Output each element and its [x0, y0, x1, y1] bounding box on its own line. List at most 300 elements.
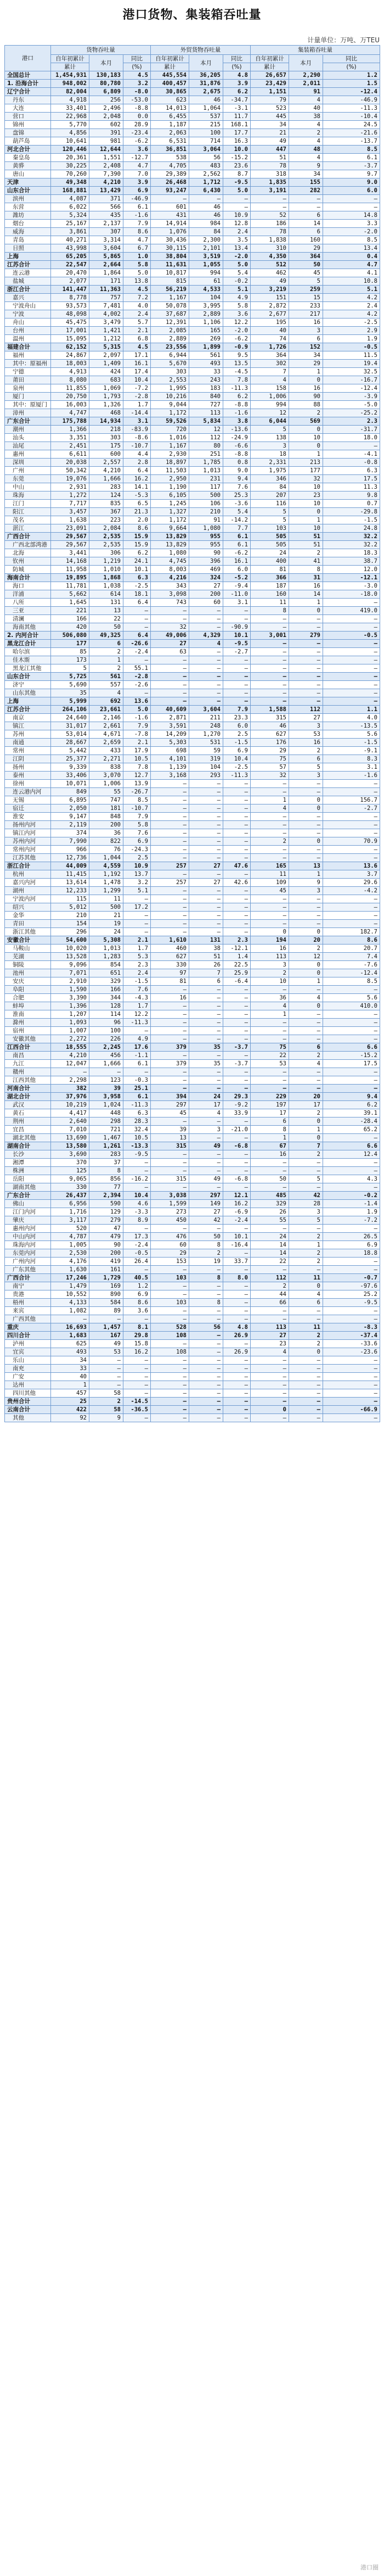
subheader-yoy: 同比 [223, 55, 251, 63]
port-name-cell: 湖南合计 [5, 1142, 51, 1150]
value-cell-yoy: 4.9 [123, 1035, 151, 1043]
value-cell-ytd: 2,910 [51, 977, 89, 986]
value-cell-ct-yoy: -23.6 [323, 1348, 380, 1356]
value-cell-ft-yoy: — [223, 928, 251, 936]
value-cell-ft-ytd: 11,503 [151, 467, 189, 475]
value-cell-month: 256 [89, 96, 123, 104]
table-row [5, 1142, 380, 1150]
table-row [5, 318, 380, 327]
table-row [5, 854, 380, 862]
value-cell-ft-yoy: — [223, 1117, 251, 1126]
value-cell-yoy: 5.0 [123, 706, 151, 714]
value-cell-ct-ytd: — [251, 920, 289, 928]
port-name-cell: 肇庆 [5, 1216, 51, 1225]
value-cell-ct-yoy: 13.6 [323, 862, 380, 870]
value-cell-ft-yoy: 0.8 [223, 459, 251, 467]
value-cell-ft-yoy: — [223, 697, 251, 706]
value-cell-ct-yoy: — [323, 681, 380, 689]
value-cell-ct-ytd: 112 [251, 1274, 289, 1282]
value-cell-ft-yoy: 10.1 [223, 1233, 251, 1241]
value-cell-ft-ytd: — [151, 656, 189, 664]
value-cell-ct-ytd: 1 [251, 796, 289, 804]
value-cell-yoy: -1.6 [123, 714, 151, 722]
value-cell-ytd: 40,271 [51, 236, 89, 244]
port-name-cell: 浙江合计 [5, 862, 51, 870]
value-cell-ct-yoy: -46.9 [323, 96, 380, 104]
value-cell-ct-month: — [289, 656, 323, 664]
value-cell-yoy: -26.7 [123, 788, 151, 796]
value-cell-ft-ytd: 1,172 [151, 516, 189, 524]
value-cell-ct-yoy: 0.4 [323, 253, 380, 261]
value-cell-month: 55 [89, 788, 123, 796]
value-cell-ft-yoy: -2.0 [223, 327, 251, 335]
value-cell-ft-yoy: -9.5 [223, 640, 251, 648]
value-cell-ft-month: — [189, 689, 223, 697]
value-cell-ft-yoy: 4.9 [223, 294, 251, 302]
value-cell-ft-yoy: — [223, 1225, 251, 1233]
table-row [5, 228, 380, 236]
table-row [5, 236, 380, 244]
value-cell-ft-month: — [189, 1167, 223, 1175]
value-cell-yoy: -2.6 [123, 681, 151, 689]
table-row [5, 796, 380, 804]
value-cell-ft-yoy: 6.1 [223, 541, 251, 549]
value-cell-ct-yoy: -21.6 [323, 129, 380, 137]
value-cell-month: 3,479 [89, 318, 123, 327]
value-cell-ct-ytd: 67 [251, 1142, 289, 1150]
value-cell-ft-ytd: 3,168 [151, 772, 189, 780]
port-name-cell: 广东合计 [5, 417, 51, 426]
value-cell-ytd: 330 [51, 1183, 89, 1192]
value-cell-ytd: 33,406 [51, 772, 89, 780]
value-cell-yoy: — [123, 920, 151, 928]
port-name-cell: 江苏合计 [5, 261, 51, 269]
value-cell-ytd: 1,590 [51, 986, 89, 994]
value-cell-ct-yoy: 11.3 [323, 483, 380, 491]
port-name-cell: 江西合计 [5, 1043, 51, 1052]
value-cell-ct-ytd: 5 [251, 516, 289, 524]
value-cell-yoy: 4.5 [123, 286, 151, 294]
value-cell-yoy: -0.5 [123, 1249, 151, 1258]
port-name-cell: 芜湖 [5, 953, 51, 961]
value-cell-month: 7,390 [89, 170, 123, 178]
value-cell-month: 13 [89, 607, 123, 615]
value-cell-ct-ytd: 22 [251, 1258, 289, 1266]
value-cell-ct-ytd: 195 [251, 318, 289, 327]
table-row [5, 71, 380, 80]
value-cell-ft-month: — [189, 1076, 223, 1085]
value-cell-ct-ytd: 364 [251, 351, 289, 360]
value-cell-ft-month: — [189, 1332, 223, 1340]
value-cell-ft-yoy: — [223, 986, 251, 994]
value-cell-ft-ytd: 40,609 [151, 706, 189, 714]
value-cell-ytd: 4,417 [51, 1109, 89, 1117]
value-cell-ft-month: — [189, 1085, 223, 1093]
port-name-cell: 河南合计 [5, 1085, 51, 1093]
value-cell-ct-month: 569 [289, 417, 323, 426]
value-cell-ct-month: 177 [289, 467, 323, 475]
value-cell-ft-ytd: 3,098 [151, 590, 189, 599]
value-cell-yoy: -2.8 [123, 673, 151, 681]
value-cell-ft-yoy: — [223, 1159, 251, 1167]
value-cell-month: 4,559 [89, 862, 123, 870]
value-cell-ft-ytd: — [151, 607, 189, 615]
value-cell-ct-month: 16 [289, 318, 323, 327]
value-cell-ct-ytd: 5 [251, 508, 289, 516]
value-cell-yoy: 3.9 [123, 178, 151, 187]
value-cell-month: 12,644 [89, 146, 123, 154]
value-cell-ct-yoy: -28.4 [323, 1117, 380, 1126]
port-name-cell: 丹东 [5, 96, 51, 104]
port-name-cell: 淮安 [5, 813, 51, 821]
value-cell-ytd: 1,007 [51, 1027, 89, 1035]
value-cell-ct-ytd: — [251, 689, 289, 697]
value-cell-ct-ytd: — [251, 648, 289, 656]
port-name-cell: 惠州 [5, 450, 51, 459]
value-cell-ct-ytd: — [251, 640, 289, 648]
value-cell-yoy: 17.9 [123, 747, 151, 755]
value-cell-ft-month: 2,889 [189, 310, 223, 318]
value-cell-month: 561 [89, 673, 123, 681]
value-cell-month: 1,212 [89, 335, 123, 343]
value-cell-ct-yoy: 2.9 [323, 327, 380, 335]
value-cell-ft-month: — [189, 1348, 223, 1356]
value-cell-month: 856 [89, 1175, 123, 1183]
value-cell-ct-yoy: -10.4 [323, 113, 380, 121]
value-cell-yoy: — [123, 656, 151, 664]
value-cell-yoy: -2.4 [123, 1241, 151, 1249]
value-cell-ct-month: 0 [289, 1134, 323, 1142]
value-cell-ft-yoy: — [223, 673, 251, 681]
value-cell-ft-yoy: 16.2 [223, 1200, 251, 1208]
value-cell-ft-ytd: 1,599 [151, 1200, 189, 1208]
value-cell-ft-yoy: 5.1 [223, 286, 251, 294]
value-cell-ft-ytd: — [151, 1010, 189, 1019]
value-cell-ct-ytd: 36 [251, 994, 289, 1002]
value-cell-ytd: 168,881 [51, 187, 89, 195]
value-cell-yoy: 2.1 [123, 739, 151, 747]
value-cell-ft-ytd: 30,115 [151, 244, 189, 253]
value-cell-ct-month: 112 [289, 706, 323, 714]
value-cell-month: 4,210 [89, 178, 123, 187]
value-cell-ct-yoy: 9.0 [323, 178, 380, 187]
value-cell-ct-yoy: — [323, 623, 380, 632]
value-cell-ytd: 625 [51, 1340, 89, 1348]
value-cell-yoy: — [123, 928, 151, 936]
port-name-cell: 佛山 [5, 1200, 51, 1208]
value-cell-ct-month: 31 [289, 574, 323, 582]
port-name-cell: 锦州 [5, 121, 51, 129]
value-cell-ft-yoy: -6.6 [223, 442, 251, 450]
value-cell-ct-ytd: 29 [251, 747, 289, 755]
value-cell-ct-ytd: 16 [251, 1150, 289, 1159]
table-row [5, 977, 380, 986]
value-cell-ft-yoy: — [223, 829, 251, 837]
value-cell-ct-month: 10 [289, 524, 323, 533]
table-row [5, 1290, 380, 1299]
value-cell-ft-month: 27 [189, 862, 223, 870]
value-cell-month: 37 [89, 1159, 123, 1167]
value-cell-ct-month: 0 [289, 961, 323, 969]
value-cell-ct-ytd: 40 [251, 327, 289, 335]
value-cell-ft-ytd: 97 [151, 969, 189, 977]
value-cell-ct-month: 0 [289, 1348, 323, 1356]
unit-note: 计量单位：万吨、万TEU [307, 36, 380, 44]
value-cell-ytd: 4,856 [51, 129, 89, 137]
value-cell-ft-yoy: 25.3 [223, 491, 251, 500]
value-cell-ft-ytd: — [151, 829, 189, 837]
value-cell-ytd: 13,580 [51, 1142, 89, 1150]
value-cell-ct-month: 2 [289, 1150, 323, 1159]
value-cell-ct-month: 9 [289, 879, 323, 887]
value-cell-ft-ytd: 93,247 [151, 187, 189, 195]
value-cell-month: 4 [89, 689, 123, 697]
value-cell-ft-yoy: 10.1 [223, 632, 251, 640]
value-cell-ft-ytd: 45 [151, 1109, 189, 1117]
value-cell-ct-yoy: 32.2 [323, 541, 380, 549]
value-cell-ct-month: 40 [289, 104, 323, 113]
value-cell-yoy: 3.6 [123, 146, 151, 154]
value-cell-month: 1,457 [89, 1323, 123, 1332]
value-cell-ft-yoy: -6.2 [223, 335, 251, 343]
table-row [5, 706, 380, 714]
value-cell-ct-yoy: -0.7 [323, 1274, 380, 1282]
value-cell-month: 100 [89, 1027, 123, 1035]
table-row [5, 599, 380, 607]
value-cell-ct-month: 2,011 [289, 80, 323, 88]
value-cell-ytd: 1,479 [51, 1282, 89, 1290]
value-cell-month: 298 [89, 1117, 123, 1126]
value-cell-ct-yoy: -3.7 [323, 162, 380, 170]
value-cell-ct-ytd: — [251, 697, 289, 706]
value-cell-ct-month: — [289, 1068, 323, 1076]
value-cell-ft-month: 27 [189, 879, 223, 887]
table-row [5, 1150, 380, 1159]
value-cell-ytd: 17,246 [51, 1274, 89, 1282]
value-cell-ct-yoy: — [323, 986, 380, 994]
value-cell-ft-ytd: 14,914 [151, 220, 189, 228]
subheader-month: 本月 [289, 55, 323, 71]
value-cell-ft-ytd: 303 [151, 368, 189, 376]
value-cell-ytd: 5,442 [51, 747, 89, 755]
port-name-cell: 南充 [5, 1365, 51, 1373]
value-cell-ft-month: 165 [189, 327, 223, 335]
value-cell-ct-ytd: 26,657 [251, 71, 289, 80]
table-row [5, 1332, 380, 1340]
value-cell-ytd: 26,437 [51, 1192, 89, 1200]
value-cell-ft-month: — [189, 1290, 223, 1299]
value-cell-month: 981 [89, 137, 123, 146]
table-row [5, 327, 380, 335]
value-cell-ct-yoy: 4.7 [323, 261, 380, 269]
port-name-cell: 漳州 [5, 409, 51, 417]
value-cell-ft-yoy: 7.6 [223, 483, 251, 491]
value-cell-ct-ytd: 138 [251, 434, 289, 442]
value-cell-ft-yoy: — [223, 854, 251, 862]
value-cell-yoy: 25.1 [123, 1085, 151, 1093]
value-cell-ft-month: 1,055 [189, 261, 223, 269]
value-cell-ct-yoy: -3.0 [323, 582, 380, 590]
value-cell-month: 130,183 [89, 71, 123, 80]
value-cell-ct-month: 0 [289, 804, 323, 813]
value-cell-ct-ytd: — [251, 986, 289, 994]
value-cell-ft-month: — [189, 887, 223, 895]
value-cell-ytd: 33 [51, 1365, 89, 1373]
value-cell-ct-yoy: 8.3 [323, 755, 380, 763]
value-cell-ct-yoy: -1.5 [323, 739, 380, 747]
value-cell-ytd: 296 [51, 928, 89, 936]
value-cell-ytd: 948,002 [51, 80, 89, 88]
value-cell-ft-month: 1,899 [189, 343, 223, 351]
value-cell-ct-yoy: -2.7 [323, 804, 380, 813]
value-cell-ytd: 2,119 [51, 821, 89, 829]
value-cell-ft-ytd: — [151, 780, 189, 788]
value-cell-ct-yoy: — [323, 821, 380, 829]
value-cell-ft-month: 27 [189, 1208, 223, 1216]
value-cell-ct-month: 20 [289, 1093, 323, 1101]
value-cell-ct-ytd: — [251, 615, 289, 623]
table-row [5, 343, 380, 351]
value-cell-ct-ytd: 32 [251, 772, 289, 780]
value-cell-ct-ytd: — [251, 912, 289, 920]
value-cell-ct-ytd: 66 [251, 1299, 289, 1307]
value-cell-yoy: 12.7 [123, 772, 151, 780]
value-cell-ct-ytd: — [251, 1315, 289, 1323]
value-cell-ft-ytd: 56,219 [151, 286, 189, 294]
value-cell-ct-ytd: — [251, 821, 289, 829]
value-cell-ft-ytd: 10,216 [151, 393, 189, 401]
port-name-cell: 镇江内河 [5, 829, 51, 837]
value-cell-ytd: 374 [51, 829, 89, 837]
value-cell-ytd: 35 [51, 689, 89, 697]
value-cell-yoy: -13.3 [123, 1142, 151, 1150]
port-name-cell: 宜昌 [5, 1126, 51, 1134]
value-cell-ft-yoy: 17.7 [223, 129, 251, 137]
value-cell-ytd: 4,913 [51, 368, 89, 376]
value-cell-ft-ytd: 38,804 [151, 253, 189, 261]
table-row [5, 393, 380, 401]
value-cell-month: 838 [89, 763, 123, 772]
table-row [5, 195, 380, 203]
value-cell-yoy: 6.7 [123, 244, 151, 253]
value-cell-ytd: 29,567 [51, 533, 89, 541]
value-cell-ft-yoy: 4.8 [223, 71, 251, 80]
value-cell-ft-month: 26 [189, 961, 223, 969]
value-cell-ct-ytd: 84 [251, 483, 289, 491]
table-row [5, 722, 380, 730]
port-name-cell: 江阴 [5, 755, 51, 763]
value-cell-month: 23,661 [89, 706, 123, 714]
value-cell-ct-ytd: 75 [251, 755, 289, 763]
value-cell-ft-yoy: — [223, 1019, 251, 1027]
value-cell-month: 5,865 [89, 253, 123, 261]
value-cell-yoy: 0.0 [123, 113, 151, 121]
value-cell-ct-ytd: — [251, 1159, 289, 1167]
value-cell-yoy: — [123, 1225, 151, 1233]
value-cell-ft-yoy: 6.1 [223, 533, 251, 541]
value-cell-ct-ytd: 81 [251, 566, 289, 574]
value-cell-ft-month: — [189, 829, 223, 837]
value-cell-ytd: 5,662 [51, 590, 89, 599]
value-cell-ft-month: — [189, 1282, 223, 1290]
value-cell-ft-month: — [189, 1356, 223, 1365]
value-cell-ft-month: — [189, 1068, 223, 1076]
value-cell-yoy: 16.2 [123, 1348, 151, 1356]
port-name-cell: 汕头 [5, 434, 51, 442]
value-cell-ct-yoy: — [323, 1398, 380, 1406]
value-cell-ft-ytd: 394 [151, 1093, 189, 1101]
value-cell-ft-ytd: 13,829 [151, 533, 189, 541]
value-cell-ct-month: 4 [289, 1290, 323, 1299]
value-cell-ft-ytd: 1,167 [151, 442, 189, 450]
table-row [5, 541, 380, 549]
value-cell-ft-yoy: — [223, 846, 251, 854]
value-cell-yoy: -5.3 [123, 491, 151, 500]
value-cell-ct-month: — [289, 788, 323, 796]
value-cell-ytd: 16,693 [51, 1323, 89, 1332]
value-cell-ct-ytd: 45 [251, 887, 289, 895]
value-cell-ytd: 37,976 [51, 1093, 89, 1101]
value-cell-ft-ytd: — [151, 689, 189, 697]
table-row [5, 368, 380, 376]
value-cell-month: 128 [89, 1002, 123, 1010]
value-cell-month: 200 [89, 1249, 123, 1258]
port-name-cell: 四川合计 [5, 1332, 51, 1340]
table-row [5, 681, 380, 689]
table-row [5, 590, 380, 599]
value-cell-ct-month: — [289, 681, 323, 689]
value-cell-ft-month: — [189, 870, 223, 879]
value-cell-ytd: 370 [51, 1159, 89, 1167]
value-cell-ft-month: — [189, 681, 223, 689]
value-cell-ct-month: 16 [289, 582, 323, 590]
value-cell-month: 218 [89, 426, 123, 434]
value-cell-month: 90 [89, 1241, 123, 1249]
value-cell-yoy: — [123, 1266, 151, 1274]
value-cell-month: 13,429 [89, 187, 123, 195]
table-row [5, 220, 380, 228]
value-cell-ft-yoy: -5.2 [223, 574, 251, 582]
value-cell-ft-ytd: 1,995 [151, 384, 189, 393]
value-cell-month: 80,780 [89, 80, 123, 88]
value-cell-month: 226 [89, 1035, 123, 1043]
value-cell-ft-ytd: — [151, 1052, 189, 1060]
value-cell-ft-month: 35 [189, 1043, 223, 1052]
value-cell-ytd: 24,867 [51, 351, 89, 360]
value-cell-ct-ytd: 1,975 [251, 467, 289, 475]
value-cell-ct-month: 2 [289, 1233, 323, 1241]
port-name-cell: 大连 [5, 104, 51, 113]
value-cell-month: 367 [89, 508, 123, 516]
value-cell-ft-yoy: 26.9 [223, 1348, 251, 1356]
value-cell-ytd: 177 [51, 640, 89, 648]
value-cell-ft-ytd: — [151, 1085, 189, 1093]
value-cell-yoy: 29.8 [123, 1332, 151, 1340]
value-cell-ct-yoy: -9.1 [323, 747, 380, 755]
value-cell-ct-month: 4 [289, 154, 323, 162]
value-cell-ft-yoy: 12.2 [223, 318, 251, 327]
value-cell-ft-yoy: — [223, 1183, 251, 1192]
table-row [5, 772, 380, 780]
value-cell-yoy: 13.7 [123, 870, 151, 879]
value-cell-month: 161 [89, 1266, 123, 1274]
value-cell-ct-month: — [289, 195, 323, 203]
value-cell-ft-ytd: 10,817 [151, 269, 189, 277]
table-row [5, 426, 380, 434]
value-cell-ytd: 25,377 [51, 755, 89, 763]
value-cell-month: 1 [89, 656, 123, 664]
value-cell-yoy: -8.6 [123, 434, 151, 442]
